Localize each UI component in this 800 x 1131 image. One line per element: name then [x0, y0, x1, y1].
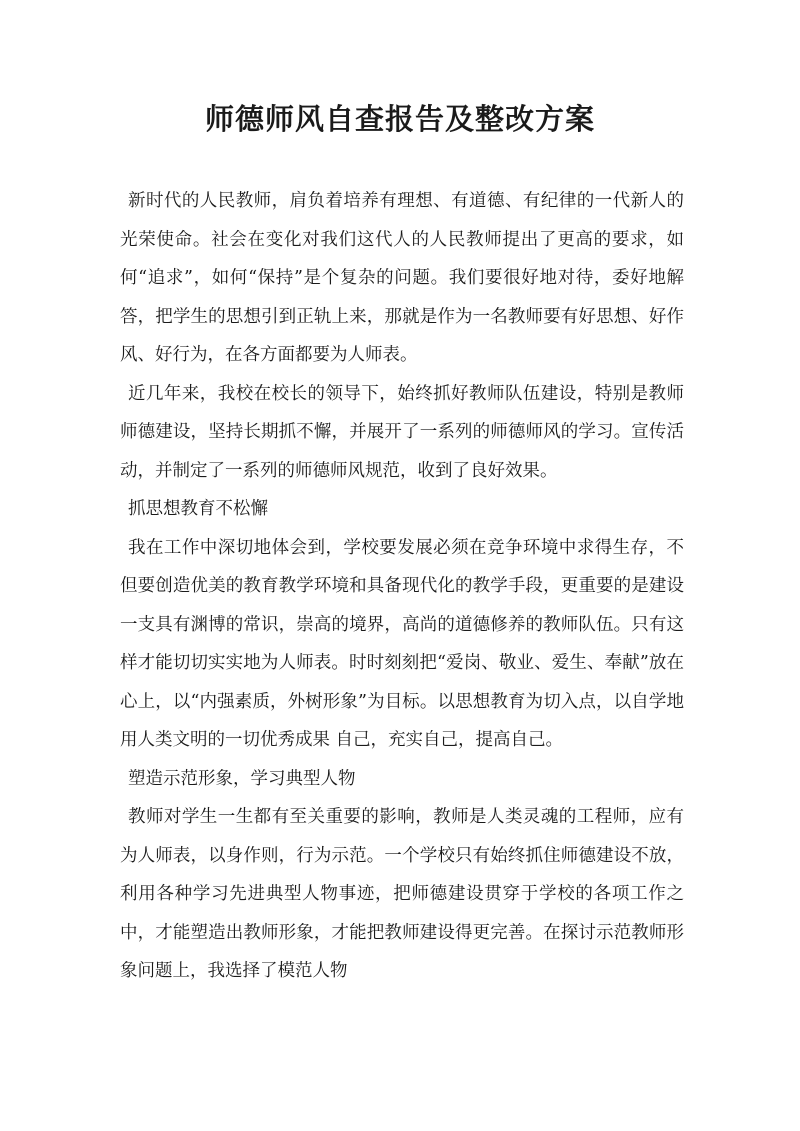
paragraph-school-efforts: 近几年来，我校在校长的领导下，始终抓好教师队伍建设，特别是教师师德建设，坚持长期抓不懈，并展开了一系列的师德师风的学习。宣传活动，并制定了一系列的师德师风规范，收到了良好效果。: [120, 383, 684, 481]
paragraph-ideology: 我在工作中深切地体会到，学校要发展必须在竞争环境中求得生存，不但要创造优美的教育教学环境和具备现代化的教学手段，更重要的是建设一支具有渊博的常识，崇高的境界，高尚的道德修养的教师队伍。只有这样才能切切实实地为人师表。时时刻刻把“爱岗、敬业、爱生、奉献”放在心上，以“内强素质，外树形象”为目标。以思想教育为切入点，以自学地用人类文明的一切优秀成果 自己，充实自己，提高自己。: [120, 537, 684, 750]
document-title: 师德师风自查报告及整改方案: [204, 102, 595, 136]
paragraph-role-models: 教师对学生一生都有至关重要的影响，教师是人类灵魂的工程师，应有为人师表，以身作则，行为示范。一个学校只有始终抓住师德建设不放，利用各种学习先进典型人物事迹，把师德建设贯穿于学校的各项工作之中，才能塑造出教师形象，才能把教师建设得更完善。在探讨示范教师形象问题上，我选择了模范人物: [120, 807, 684, 981]
paragraph-intro: 新时代的人民教师，肩负着培养有理想、有道德、有纪律的一代新人的光荣使命。社会在变化对我们这代人的人民教师提出了更高的要求，如何“追求”，如何“保持”是个复杂的问题。我们要很好地对待，委好地解答，把学生的思想引到正轨上来，那就是作为一名教师要有好思想、好作风、好行为，在各方面都要为人师表。: [120, 191, 684, 365]
section-heading-ideology: 抓思想教育不松懈: [128, 499, 268, 519]
section-heading-role-models: 塑造示范形象，学习典型人物: [128, 768, 356, 789]
document-body: [120, 182, 684, 991]
